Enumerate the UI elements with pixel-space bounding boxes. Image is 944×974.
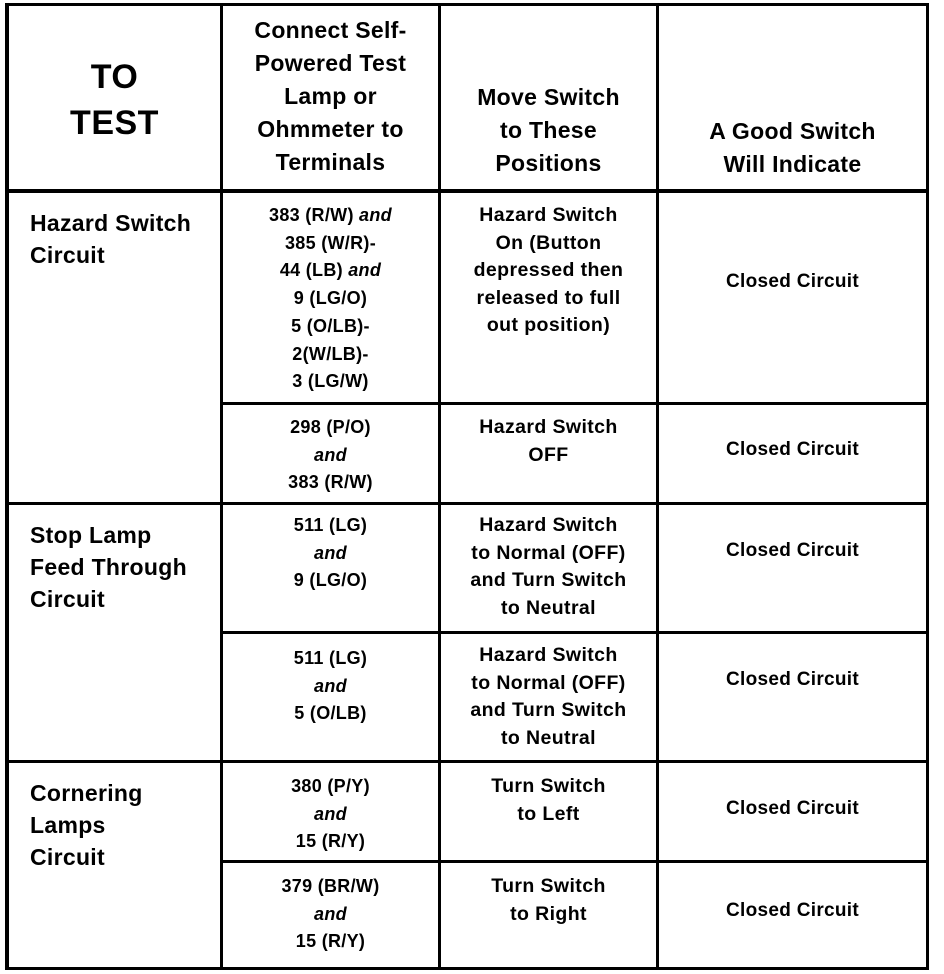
header-connect-line: Lamp or <box>284 83 377 109</box>
header-to-test-line: TO <box>90 57 139 96</box>
header-to-test-line: TEST <box>70 103 159 142</box>
terminals-cell <box>223 202 438 402</box>
terminal-and: and <box>314 444 347 465</box>
move-cell <box>441 773 656 860</box>
move-line: to Normal (OFF) <box>471 671 626 694</box>
terminal-line: 298 (P/O) <box>290 417 371 437</box>
move-cell <box>441 202 656 402</box>
move-line: to Neutral <box>500 596 596 619</box>
move-line: to Normal (OFF) <box>471 541 626 564</box>
terminal-line <box>269 202 392 230</box>
move-cell <box>441 414 656 502</box>
header-move-line: Move Switch <box>477 84 620 110</box>
result-text: Closed Circuit <box>726 439 859 460</box>
to-test-line: Circuit <box>30 242 105 268</box>
terminal-line: 5 (O/LB) <box>294 703 367 724</box>
result-cell <box>659 505 926 597</box>
terminal-and: and <box>314 542 347 563</box>
move-line: and Turn Switch <box>470 699 627 721</box>
header-to-test <box>9 6 220 189</box>
terminal-line: 2(W/LB)- <box>292 343 369 364</box>
move-line: to Neutral <box>500 726 596 749</box>
result-cell <box>659 405 926 495</box>
result-text: Closed Circuit <box>726 900 859 921</box>
terminal-and: and <box>314 903 347 924</box>
move-cell <box>441 512 656 631</box>
terminal-line: 380 (P/Y) <box>291 776 370 796</box>
move-line: Hazard Switch <box>479 644 618 666</box>
move-cell <box>441 642 656 760</box>
terminal-line <box>280 257 381 285</box>
to-test-line: Circuit <box>30 844 105 870</box>
to-test-line: Lamps <box>30 812 106 838</box>
terminal-text: 383 (R/W) <box>269 205 360 225</box>
header-good <box>659 115 926 185</box>
terminals-cell <box>223 414 438 502</box>
header-connect-line: Connect Self- <box>254 17 407 43</box>
terminal-text: 44 (LB) <box>279 260 349 281</box>
to-test-line: Cornering <box>30 780 143 806</box>
header-connect-line: Powered Test <box>254 50 407 76</box>
result-cell <box>659 763 926 855</box>
terminal-line: 383 (R/W) <box>288 472 373 493</box>
to-test-line: Circuit <box>30 586 105 612</box>
to-test-hazard-switch-circuit <box>9 193 220 502</box>
move-line: Hazard Switch <box>479 204 618 226</box>
header-move-line: to These <box>500 117 597 143</box>
move-line: to Left <box>517 802 580 825</box>
terminal-line: 379 (BR/W) <box>281 876 380 896</box>
header-connect-line: Ohmmeter to <box>257 116 404 142</box>
move-cell <box>441 873 656 967</box>
terminal-line: 9 (LG/O) <box>293 570 368 591</box>
terminal-and: and <box>348 260 382 281</box>
move-line: Hazard Switch <box>479 514 618 536</box>
result-text: Closed Circuit <box>726 271 859 292</box>
move-line: depressed then <box>473 259 624 281</box>
terminal-and: and <box>314 803 347 824</box>
terminals-cell <box>223 645 438 760</box>
header-move <box>441 81 656 181</box>
terminal-line: 511 (LG) <box>293 515 368 535</box>
terminal-line: 15 (R/Y) <box>295 931 366 952</box>
terminals-cell <box>223 873 438 967</box>
terminal-line: 9 (LG/O) <box>293 288 368 309</box>
terminal-line: 511 (LG) <box>293 648 368 668</box>
terminal-line: 5 (O/LB)- <box>291 315 370 336</box>
to-test-line: Stop Lamp <box>30 522 152 548</box>
header-good-line: Will Indicate <box>723 151 862 177</box>
terminal-and: and <box>359 205 392 225</box>
result-text: Closed Circuit <box>726 798 859 819</box>
move-line: and Turn Switch <box>470 569 627 591</box>
result-text: Closed Circuit <box>726 669 859 690</box>
border-right <box>926 3 929 970</box>
result-cell <box>659 634 926 726</box>
to-test-cornering-lamps-circuit <box>9 763 220 967</box>
move-line: out position) <box>486 314 611 336</box>
result-cell <box>659 193 926 371</box>
move-line: OFF <box>528 443 569 466</box>
terminal-line: 385 (W/R)- <box>284 232 376 253</box>
header-connect-line: Terminals <box>275 149 386 175</box>
terminals-cell <box>223 773 438 860</box>
terminal-and: and <box>314 675 347 696</box>
move-line: Turn Switch <box>491 875 606 897</box>
move-line: Hazard Switch <box>479 416 618 438</box>
border-bottom <box>5 967 929 970</box>
move-line: On (Button <box>495 231 602 254</box>
to-test-stop-lamp-circuit <box>9 505 220 760</box>
terminal-line: 3 (LG/W) <box>292 371 369 392</box>
result-cell <box>659 863 926 959</box>
header-move-line: Positions <box>495 150 602 176</box>
result-text: Closed Circuit <box>726 540 859 561</box>
move-line: Turn Switch <box>491 775 606 797</box>
move-line: released to full <box>476 286 621 309</box>
move-line: to Right <box>510 902 587 925</box>
to-test-line: Hazard Switch <box>30 210 192 236</box>
header-good-line: A Good Switch <box>709 118 876 144</box>
header-connect <box>223 14 438 184</box>
terminals-cell <box>223 512 438 631</box>
terminal-line: 15 (R/Y) <box>295 831 366 852</box>
to-test-line: Feed Through <box>30 554 187 580</box>
